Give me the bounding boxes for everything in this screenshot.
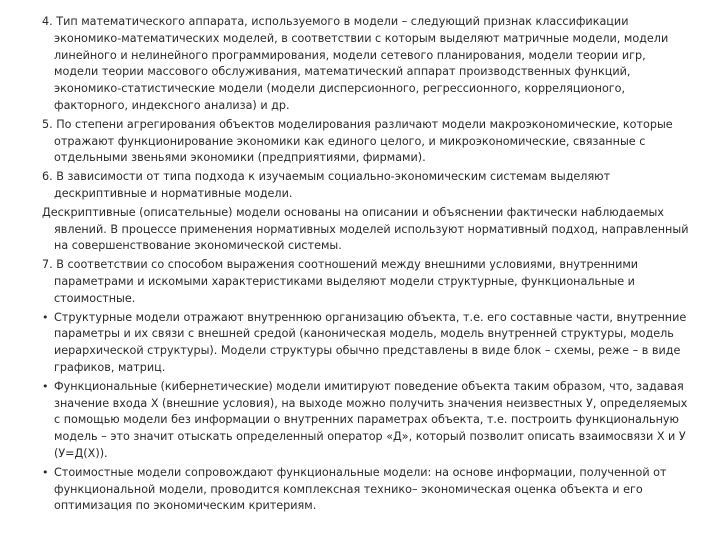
bullet-text: Стоимостные модели сопровождают функциональные модели: на основе информации, полученной от функциональной модели, проводится комплексная технико– экономическая оценка объекта и его оптимизация по экономическим критериям.	[54, 465, 667, 513]
bullet-cost-models	[42, 465, 692, 515]
slide-body-text	[42, 14, 692, 517]
paragraph-item-7: 7. В соответствии со способом выражения соотношений между внешними условиями, внутренними параметрами и искомыми характеристиками выделяют модели структурные, функциональные и стоимостные.	[42, 258, 639, 305]
bullet-functional-models	[42, 379, 692, 463]
bullet-icon: •	[42, 465, 49, 479]
bullet-icon: •	[42, 379, 49, 393]
paragraph-item-5: 5. По степени агрегирования объектов моделирования различают модели макроэкономические, которые отражают функционирование экономики как единого целого, и микроэкономические, связанные с отдельными звеньями экономики (предприятиями, фирмами).	[42, 117, 673, 165]
bullet-icon: •	[42, 310, 49, 324]
paragraph-item-4: 4. Тип математического аппарата, используемого в модели – следующий признак классификации экономико-математических моделей, в соответствии с которым выделяют матричные модели, модели линейного и нелинейного программирования, модели сетевого планирования, модели теории игр, модели теории массового обслуживания, математический аппарат производственных функций, экономико-статистические модели (модели дисперсионного, регрессионного, корреляционого, факторного, индексного анализа) и др.	[42, 15, 669, 112]
bullet-structural-models	[42, 310, 692, 377]
paragraph-descriptive-models: Дескриптивные (описательные) модели основаны на описании и объяснении фактически наблюдаемых явлений. В процессе применения нормативных моделей используют нормативный подход, направленный на совершенствование экономической системы.	[42, 205, 689, 253]
bullet-text: Структурные модели отражают внутреннюю организацию объекта, т.е. его составные части, внутренние параметры и их связи с внешней средой (каноническая модель, модель внутренней структуры, модель иерархической структуры). Модели структуры обычно представлены в виде блок – схемы, реже – в виде графиков, матриц.	[54, 310, 687, 374]
bullet-text: Функциональные (кибернетические) модели имитируют поведение объекта таким образом, что, задавая значение входа Х (внешние условия), на выходе можно получить значения неизвестных У, определяемых с помощью модели без информации о внутренних параметрах объекта, т.е. построить функциональную модель – это значит отыскать определенный оператор «Д», который позволит описать взаимосвязи Х и У (У=Д(Х)).	[54, 379, 688, 460]
paragraph-item-6: 6. В зависимости от типа подхода к изучаемым социально-экономическим системам выделяют дескриптивные и нормативные модели.	[42, 170, 611, 200]
